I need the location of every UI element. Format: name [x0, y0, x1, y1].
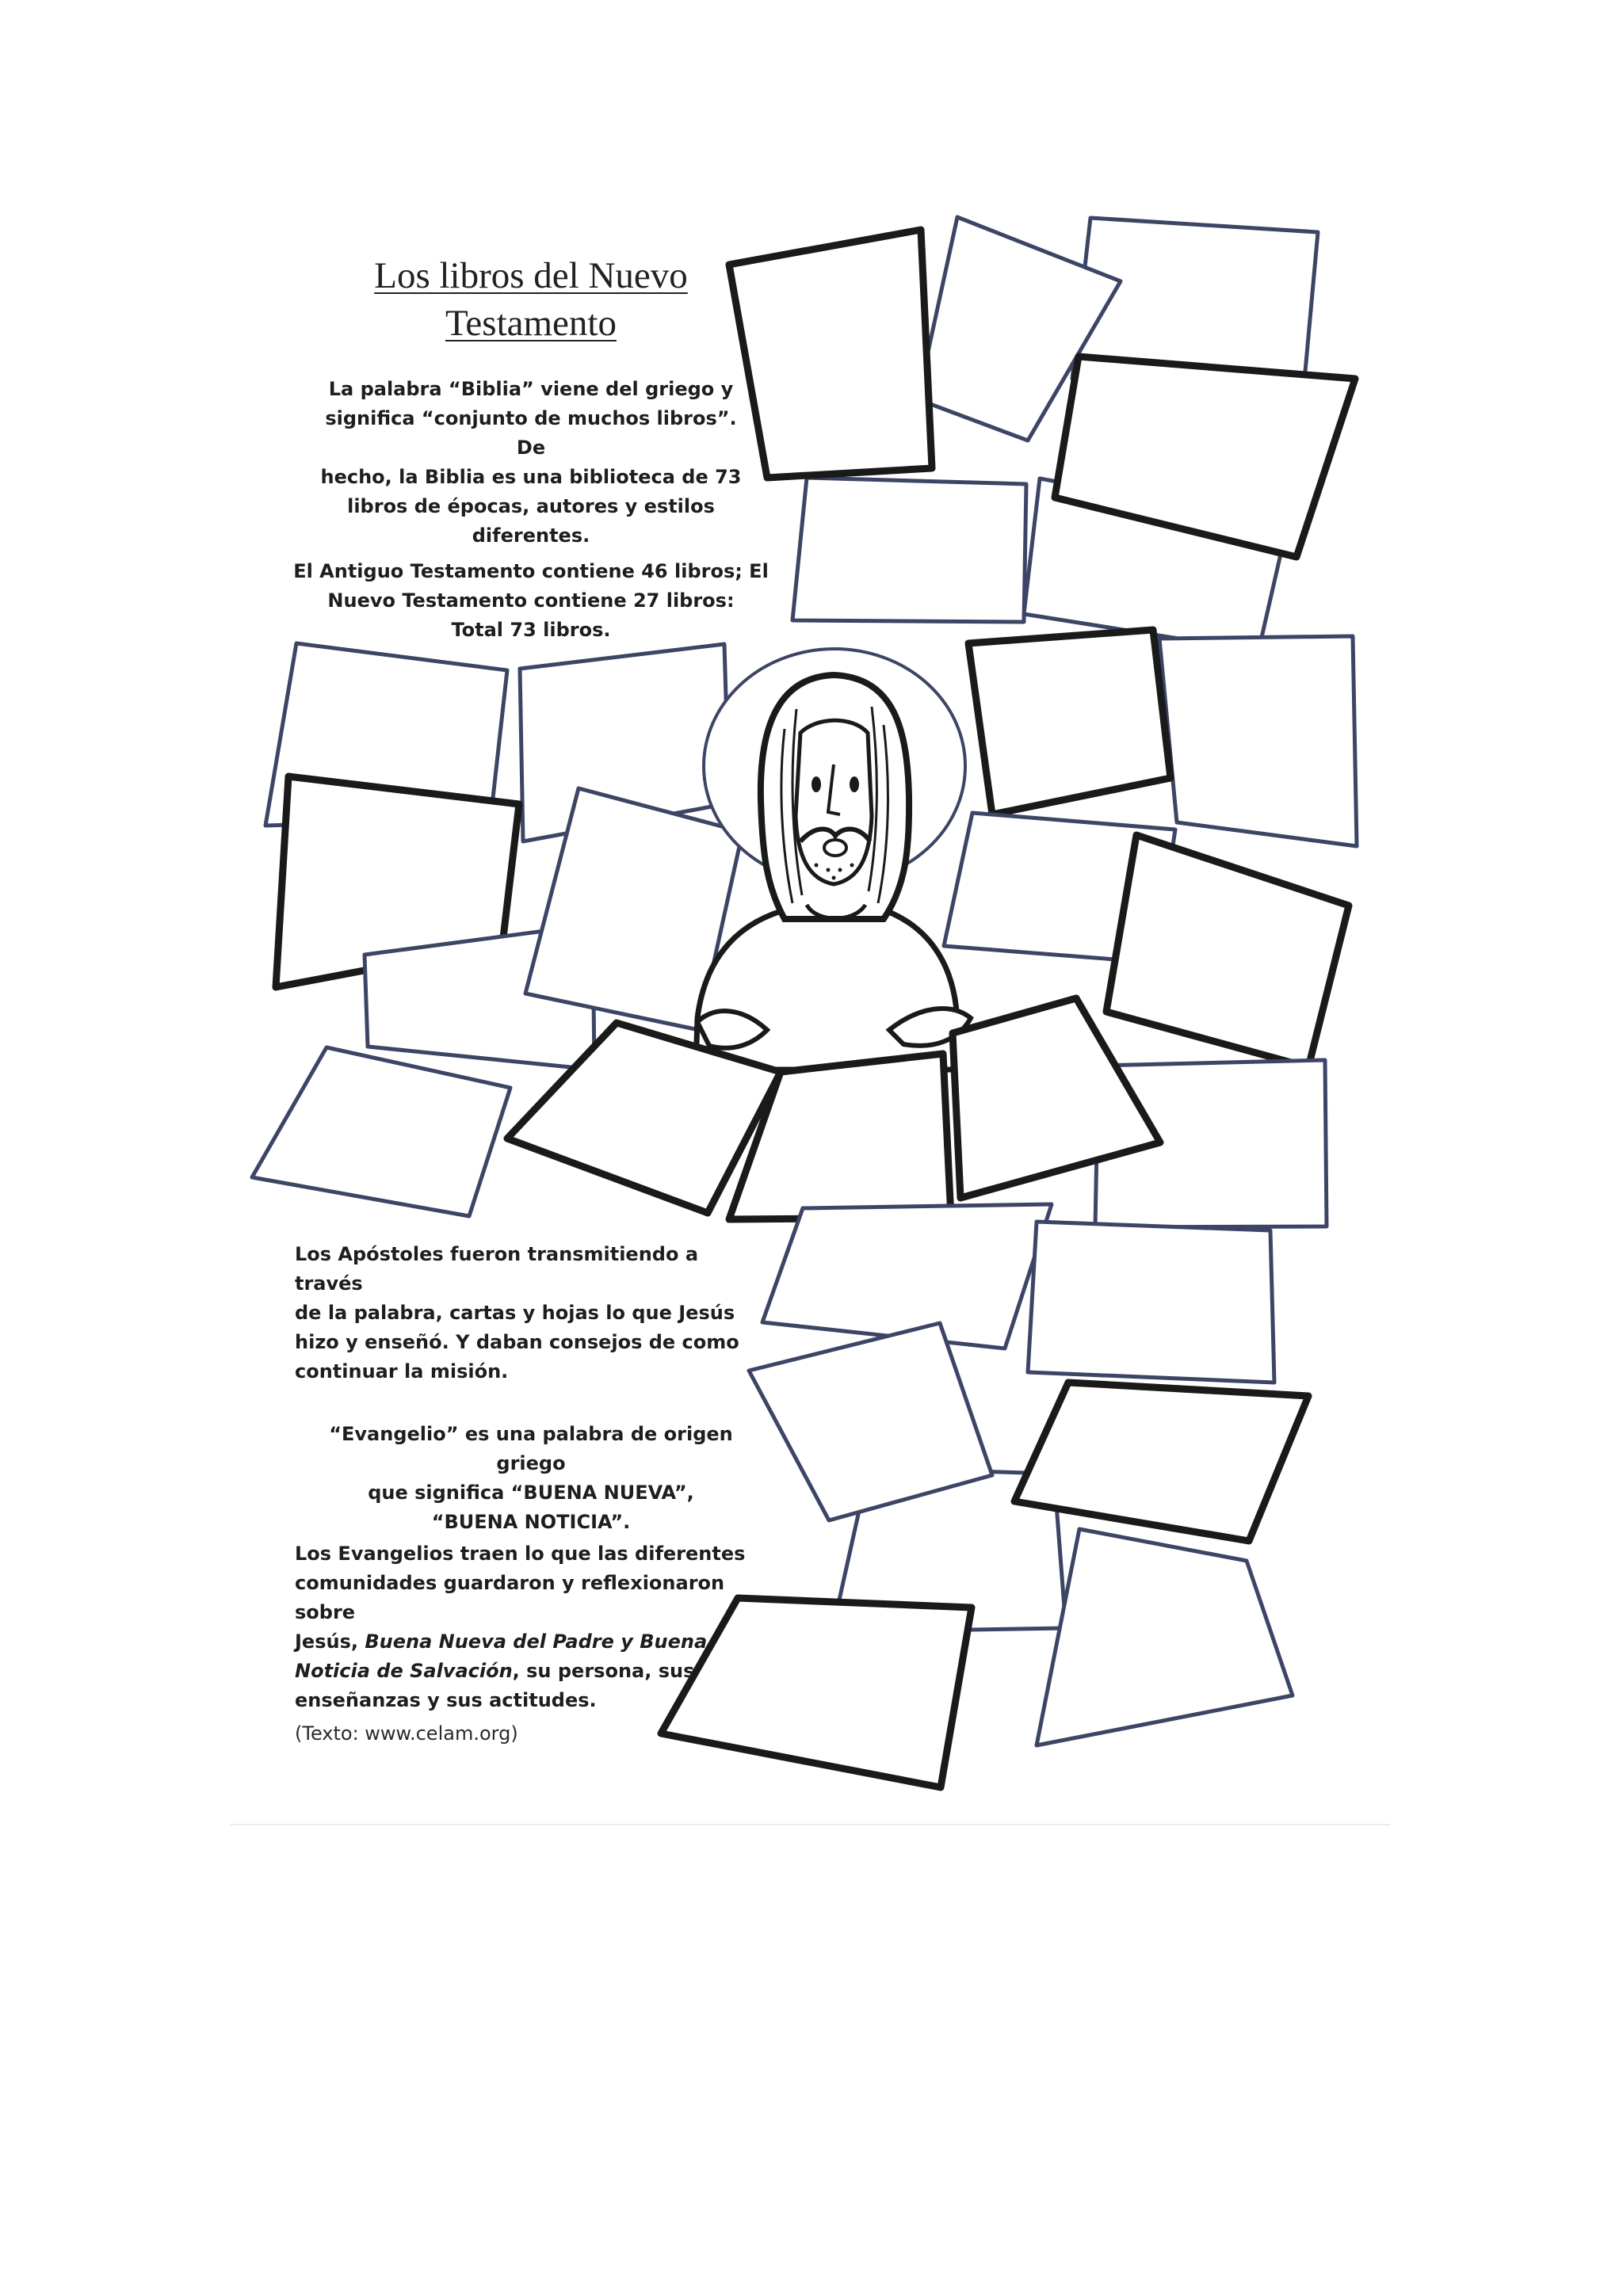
text-line: El Antiguo Testamento contiene 46 libros; El	[293, 560, 769, 582]
italic-text: Buena Nueva del Padre y Buena	[365, 1630, 708, 1653]
book-card	[1106, 835, 1349, 1067]
page-title-line-1: Los libros del Nuevo	[374, 255, 688, 296]
text-line: Total 73 libros.	[451, 619, 611, 641]
page-divider	[230, 1824, 1391, 1825]
text-line: continuar la misión.	[295, 1360, 509, 1383]
text-line: “Evangelio” es una palabra de origen griego	[329, 1423, 733, 1474]
text-line: comunidades guardaron y reflexionaron sobre	[295, 1572, 725, 1623]
text-line: de la palabra, cartas y hojas lo que Jesús	[295, 1302, 735, 1324]
book-card	[1037, 1529, 1293, 1745]
testament-count-paragraph	[285, 557, 777, 645]
text-fragment: , su persona, sus	[512, 1660, 695, 1682]
text-line: “BUENA NOTICIA”.	[431, 1511, 631, 1533]
page-title-line-2: Testamento	[445, 303, 617, 344]
book-card	[1159, 636, 1357, 846]
text-line: significa “conjunto de muchos libros”. De	[325, 407, 737, 459]
text-line: hecho, la Biblia es una biblioteca de 73	[320, 466, 742, 488]
source-citation: (Texto: www.celam.org)	[295, 1722, 518, 1745]
book-card	[1028, 1222, 1274, 1383]
apostles-paragraph	[295, 1240, 754, 1386]
book-card	[792, 478, 1026, 622]
gospels-paragraph	[295, 1539, 770, 1715]
intro-paragraph	[313, 375, 749, 551]
text-line	[295, 1657, 770, 1686]
text-line: Los Apóstoles fueron transmitiendo a través	[295, 1243, 699, 1295]
book-card	[762, 1204, 1052, 1348]
text-line: libros de épocas, autores y estilos	[347, 495, 715, 517]
gospel-meaning-paragraph	[293, 1420, 769, 1537]
text-line: Los Evangelios traen lo que las diferentes	[295, 1543, 746, 1565]
book-card	[252, 1047, 510, 1216]
text-line: enseñanzas y sus actitudes.	[295, 1689, 597, 1711]
page-title	[301, 252, 761, 347]
text-line: hizo y enseñó. Y daban consejos de como	[295, 1331, 739, 1353]
italic-text: Noticia de Salvación	[295, 1660, 513, 1682]
text-fragment: Jesús,	[295, 1630, 365, 1653]
book-card	[968, 630, 1170, 814]
text-line: que significa “BUENA NUEVA”,	[368, 1482, 694, 1504]
text-line: Nuevo Testamento contiene 27 libros:	[327, 589, 735, 612]
text-line: La palabra “Biblia” viene del griego y	[328, 378, 734, 400]
text-line	[295, 1627, 770, 1657]
text-line: diferentes.	[472, 524, 590, 547]
